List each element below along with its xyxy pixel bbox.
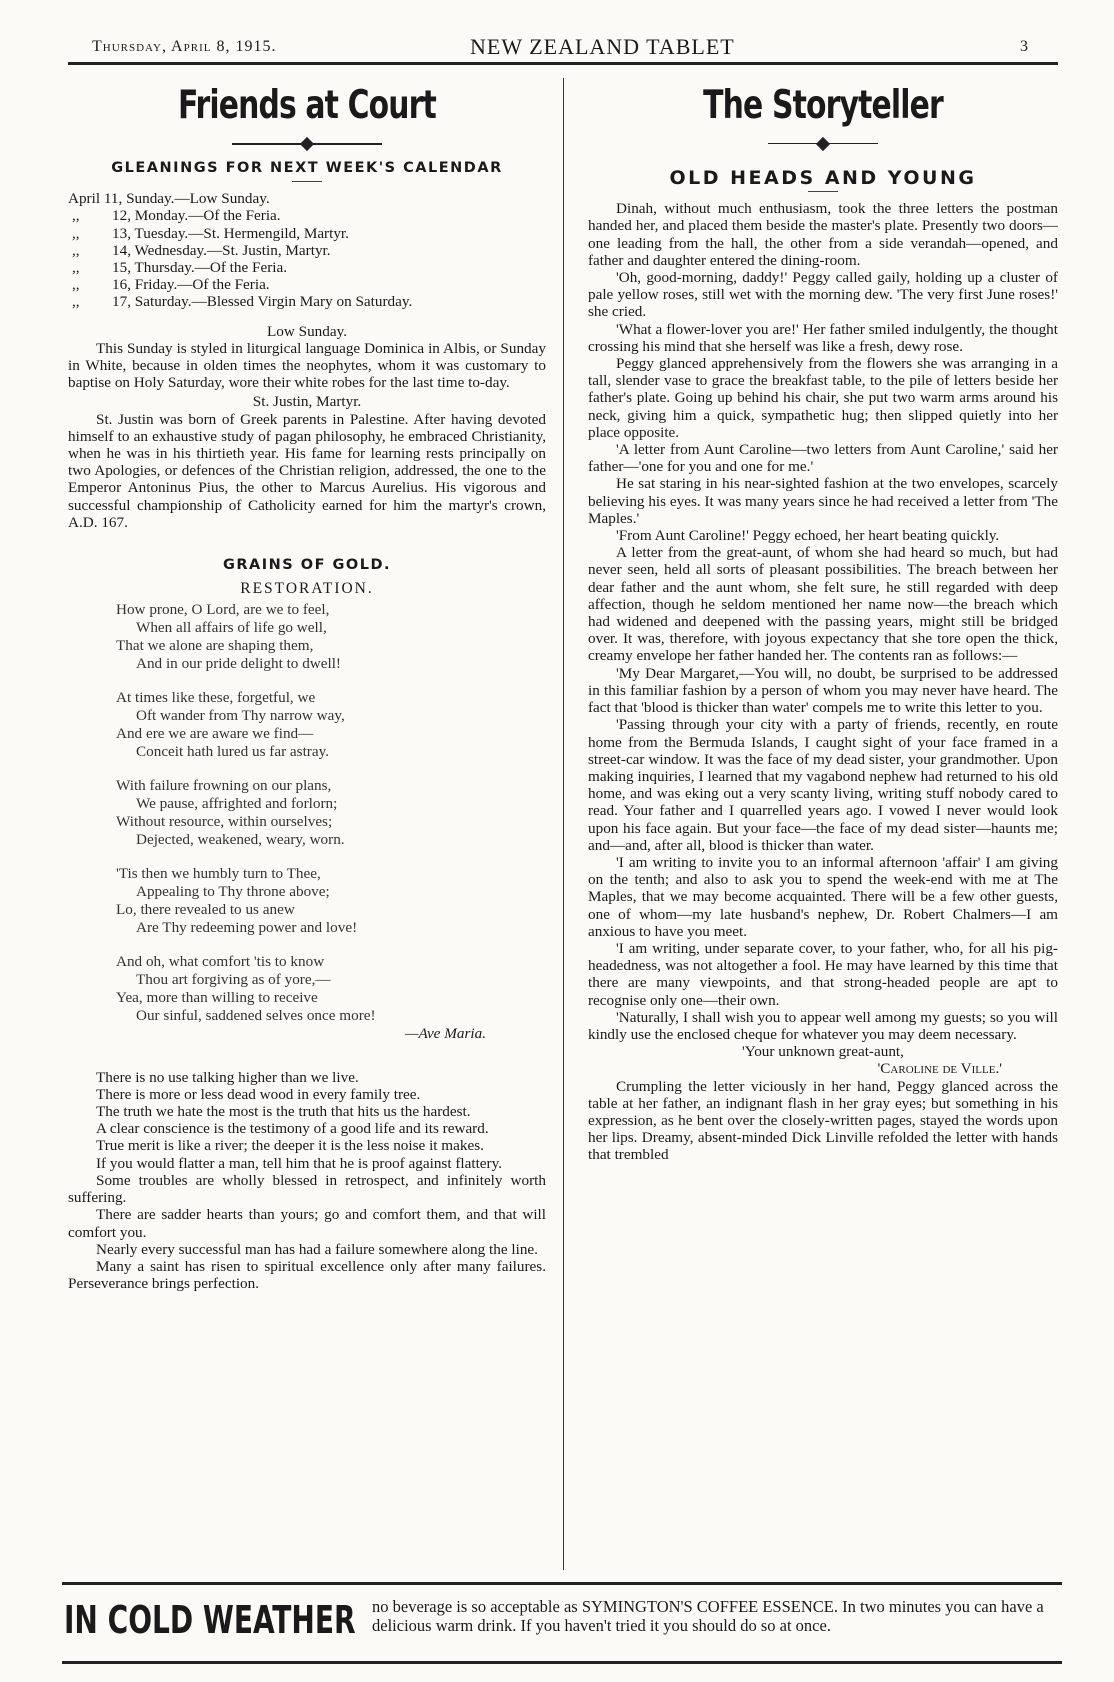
story-title: OLD HEADS AND YOUNG bbox=[669, 167, 977, 189]
letter-signature-name: 'Caroline de Ville.' bbox=[877, 1060, 1002, 1078]
column-divider bbox=[563, 78, 564, 1570]
story-paragraph: 'I am writing, under separate cover, to your father, who, for all his pig-headedness, was not altogether a fool. He may have learned by this time that there are many viewpoints, and that strong-headed people are apt to recognise only one—their own. bbox=[588, 939, 1058, 1009]
grains-of-gold-heading: GRAINS OF GOLD. bbox=[222, 557, 392, 574]
maxim: Many a saint has risen to spiritual excellence only after many failures. Perseverance brings perfection. bbox=[68, 1257, 546, 1293]
letter-signature-line: 'Your unknown great-aunt, bbox=[742, 1043, 904, 1061]
maxim: Some troubles are wholly blessed in retrospect, and infinitely worth suffering. bbox=[68, 1171, 546, 1207]
poem-stanza: How prone, O Lord, are we to feel, When all affairs of life go well, That we alone are shaping them, And in our pride delight to dwell! bbox=[116, 601, 341, 673]
maxim: Nearly every successful man has had a failure somewhere along the line. bbox=[96, 1240, 538, 1258]
right-column bbox=[588, 78, 1058, 1164]
poem-attribution: —Ave Maria. bbox=[405, 1025, 486, 1043]
storyteller-title: The Storyteller bbox=[703, 83, 943, 128]
story-paragraph: Peggy glanced apprehensively from the flowers she was arranging in a tall, slender vase to grace the breakfast table, to the pile of letters beside her father's plate. Going up behind his chair, she put two warm arms around his neck, giving him a quick, sympathetic hug; then slipped quietly into her place opposite. bbox=[588, 355, 1058, 441]
calendar-item: ,, 13, Tuesday.—St. Hermengild, Martyr. bbox=[72, 224, 349, 242]
short-rule bbox=[292, 181, 322, 182]
calendar-item: April 11, Sunday.—Low Sunday. bbox=[68, 190, 270, 208]
newspaper-title: NEW ZEALAND TABLET bbox=[470, 34, 735, 59]
story-paragraph: 'Naturally, I shall wish you to appear well among my guests; so you will kindly use the enclosed cheque for whatever you may deem necessary. bbox=[588, 1008, 1058, 1043]
maxim: There are sadder hearts than yours; go and comfort them, and that will comfort you. bbox=[68, 1206, 546, 1241]
issue-date: Thursday, April 8, 1915. bbox=[92, 38, 277, 55]
maxim: The truth we hate the most is the truth that hits us the hardest. bbox=[96, 1103, 471, 1121]
ad-text: no beverage is so acceptable as SYMINGTON'S COFFEE ESSENCE. In two minutes you can have a delicious warm drink. If you haven't tried it you should do so at once. bbox=[372, 1597, 1044, 1635]
story-paragraph: He sat staring in his near-sighted fashion at the two envelopes, scarcely believing his eyes. It was many years since he had received a letter from 'The Maples.' bbox=[588, 475, 1058, 527]
story-paragraph: 'My Dear Margaret,—You will, no doubt, be surprised to be addressed in this familiar fashion by a person of whom you may never have heard. The fact that 'blood is thicker than water' compels me to write this letter to you. bbox=[588, 664, 1058, 717]
story-paragraph: 'From Aunt Caroline!' Peggy echoed, her heart beating quickly. bbox=[616, 527, 1000, 545]
low-sunday-heading: Low Sunday. bbox=[266, 322, 347, 340]
ornament-rule bbox=[768, 136, 878, 152]
calendar-item: ,, 14, Wednesday.—St. Justin, Martyr. bbox=[72, 241, 331, 259]
calendar-heading: GLEANINGS FOR NEXT WEEK'S CALENDAR bbox=[111, 160, 503, 176]
story-paragraph: Crumpling the letter viciously in her hand, Peggy glanced across the table at her father, an indignant flash in her gray eyes; but something in his expression, as he bent over the closely-written pages, stayed the words upon her lips. Dreamy, absent-minded Dick Linville refolded the letter with hands that trembled bbox=[588, 1077, 1058, 1164]
short-rule bbox=[808, 191, 838, 192]
maxims bbox=[68, 1069, 546, 1293]
story-body bbox=[588, 200, 1058, 1163]
story-paragraph: 'A letter from Aunt Caroline—two letters from Aunt Caroline,' said her father—'one for you and one for me.' bbox=[588, 441, 1058, 476]
story-paragraph: 'What a flower-lover you are!' Her father smiled indulgently, the thought crossing his mind that she herself was like a fresh, dewy rose. bbox=[588, 320, 1058, 355]
left-column bbox=[68, 78, 546, 1292]
header-rule bbox=[68, 62, 1058, 65]
poem-stanza: And oh, what comfort 'tis to know Thou art forgiving as of yore,— Yea, more than willing to receive Our sinful, saddened selves once more! bbox=[116, 953, 376, 1025]
poem-stanza: At times like these, forgetful, we Oft wander from Thy narrow way, And ere we are aware we find— Conceit hath lured us far astray. bbox=[116, 689, 345, 761]
poem-title: RESTORATION. bbox=[240, 580, 374, 598]
page-number: 3 bbox=[1020, 38, 1028, 55]
maxim: True merit is like a river; the deeper it is the less noise it makes. bbox=[96, 1137, 484, 1155]
story-paragraph: A letter from the great-aunt, of whom she had heard so much, but had never seen, held all sorts of pleasant possibilities. The breach between her dear father and the aunt whom, she felt sure, he still regarded with deep affection, though he seldom mentioned her name now—the breach which had widened and deepened with the passing years, might still be bridged over. It was, therefore, with joyous expectancy that she tore open the thick, creamy envelope her father handed her. The contents ran as follows:— bbox=[588, 544, 1058, 665]
low-sunday-text: This Sunday is styled in liturgical language Dominica in Albis, or Sunday in White, because in olden times the neophytes, whom it was customary to baptise on Holy Saturday, wore their white robes for the last time to-day. bbox=[68, 339, 546, 392]
poem-stanza: With failure frowning on our plans, We pause, affrighted and forlorn; Without resource, within ourselves; Dejected, weakened, weary, worn. bbox=[116, 777, 345, 849]
maxim: There is no use talking higher than we live. bbox=[96, 1068, 359, 1086]
calendar-item: ,, 12, Monday.—Of the Feria. bbox=[72, 207, 281, 225]
story-paragraph: Dinah, without much enthusiasm, took the three letters the postman handed her, and placed them beside the master's plate. Presently two doors—one leading from the hall, the other from a side verandah—opened, and father and daughter entered the dining-room. bbox=[588, 200, 1058, 269]
maxim: If you would flatter a man, tell him that he is proof against flattery. bbox=[96, 1154, 503, 1172]
page-header bbox=[68, 36, 1058, 60]
ornament-rule bbox=[232, 136, 382, 152]
maxim: A clear conscience is the testimony of a good life and its reward. bbox=[96, 1120, 489, 1138]
calendar-list bbox=[68, 190, 546, 310]
calendar-item: ,, 15, Thursday.—Of the Feria. bbox=[72, 259, 288, 277]
story-paragraph: 'Passing through your city with a party of friends, recently, en route home from the Bermuda Islands, I caught sight of your face framed in a street-car window. It was the face of my dead sister, your grandmother. Upon making inquiries, I learned that my vagabond nephew had returned to his old home, and was eking out a very scanty living, writing stuff nobody cared to read. Your father and I quarrelled years ago. I vowed I never would look upon his face again. But your face—the face of my dead sister—haunts me; and—and, after all, blood is thicker than water. bbox=[588, 716, 1058, 854]
ad-headline: IN COLD WEATHER bbox=[64, 1598, 356, 1642]
maxim: There is more or less dead wood in every family tree. bbox=[96, 1085, 421, 1103]
calendar-item: ,, 17, Saturday.—Blessed Virgin Mary on Saturday. bbox=[72, 293, 413, 311]
st-justin-heading: St. Justin, Martyr. bbox=[252, 393, 362, 411]
poem-stanza: 'Tis then we humbly turn to Thee, Appealing to Thy throne above; Lo, there revealed to us anew Are Thy redeeming power and love! bbox=[116, 865, 358, 937]
calendar-item: ,, 16, Friday.—Of the Feria. bbox=[72, 276, 270, 294]
poem bbox=[68, 601, 546, 1042]
st-justin-text: St. Justin was born of Greek parents in Palestine. After having devoted himself to an exhaustive study of pagan philosophy, he embraced Christianity, when he was in his thirtieth year. His fame for learning rests principally on two Apologies, or defences of the Christian religion, addressed, the one to the Emperor Antoninus Pius, the other to Marcus Aurelius. His vigorous and successful championship of Catholicity earned for him the martyr's crown, A.D. 167. bbox=[68, 410, 546, 531]
story-paragraph: 'I am writing to invite you to an informal afternoon 'affair' I am giving on the tenth; and also to ask you to spend the week-end with me at The Maples, that we may become acquainted. There will be a few other guests, one of whom—my late husband's nephew, Dr. Robert Chalmers—I am anxious to have you meet. bbox=[588, 853, 1058, 940]
ad-top-rule bbox=[62, 1582, 1062, 1585]
story-paragraph: 'Oh, good-morning, daddy!' Peggy called gaily, holding up a cluster of pale yellow roses, still wet with the morning dew. 'The very first June roses!' she cried. bbox=[588, 269, 1058, 321]
ad-bottom-rule bbox=[62, 1661, 1062, 1664]
friends-at-court-title: Friends at Court bbox=[178, 83, 436, 128]
